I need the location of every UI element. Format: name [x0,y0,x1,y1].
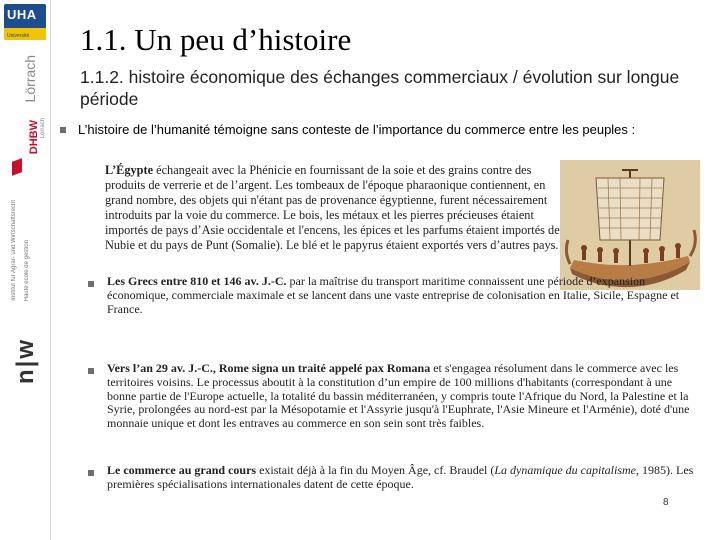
intro-bullet-icon [60,127,66,133]
middle-ages-bullet-icon [88,470,94,476]
swiss-logo-mark [12,158,22,176]
uha-logo [4,4,46,40]
institute-label-1: Institut für Agrar- und Wirtschaftsrecht [11,200,17,301]
middle-ages-text-2: , 1985). Les premières spécialisations internationales datent de cette époque. [107,463,694,491]
rome-bullet-icon [88,368,94,374]
dhbw-logo-sub: Lörrach [40,118,46,139]
uha-logo-subtitle: Université [7,33,30,39]
greeks-item [107,275,702,316]
egyptian-ship-image [560,160,700,290]
dhbw-logo: DHBW [28,120,40,155]
greeks-bullet-icon [88,281,94,287]
sidebar-divider [50,0,51,540]
greeks-lead: Les Grecs entre 810 et 146 av. J.-C. [107,274,287,288]
slide-title: 1.1. Un peu d’histoire [80,22,352,57]
middle-ages-lead: Le commerce au grand cours [107,463,257,477]
intro-text: L’histoire de l’humanité témoigne sans conteste de l’importance du commerce entre les peuples : [78,122,636,137]
page-number: 8 [663,497,669,508]
egypt-lead: L’Égypte [105,163,154,177]
rome-item [107,362,702,431]
slide-subtitle: 1.1.2. histoire économique des échanges commerciaux / évolution sur longue période [80,67,680,109]
logo-sidebar [0,0,52,540]
middle-ages-item [107,464,702,492]
greeks-text: par la maîtrise du transport maritime connaissent une période d’expansion économique, commerciale maximale et se lancent dans une vaste entreprise de colonisation en Italie, Sicile, Espagne et France. [107,274,680,316]
middle-ages-text-1: existait déjà à la fin du Moyen Âge, cf. Braudel ( [256,463,495,477]
rome-lead: Vers l’an 29 av. J.-C., Rome signa un traité appelé pax Romana [107,361,431,375]
rome-text: et s'engagea résolument dans le commerce avec les territoires voisins. Le processus aboutit à la constitution d’un empire de 100 millions d'habitants (correspondant à une bonne partie de l'Europe actuelle, la totalité du bassin méditerranéen, y compris toute l'Afrique du Nord, la Palestine et la Syrie, prolongées au nord-est par la Mésopotamie et l'Assyrie jusqu'à l'Euphrate, l'Asie Mineure et l'Arménie), doté d'une monnaie unique et dont les entraves au commerce en son sein sont très faibles. [107,361,690,431]
uha-logo-text: UHA [7,7,37,22]
braudel-book-title: La dynamique du capitalisme [494,463,637,477]
egypt-paragraph [105,163,567,254]
institute-label-2: Haute école de gestion [24,240,30,302]
nw-logo: n|w [12,338,39,385]
egypt-text: échangeait avec la Phénicie en fournissant de la soie et des grains contre des produits de verrerie et de l’argent. Les tombeaux de l'époque pharaonique contiennent, en grand nombre, des objets qui n'étant pas de provenance égyptienne, furent nécessairement introduits par la voie du commerce. Le bois, les métaux et les pierres précieuses étaient importés de pays d’Asie occidentale et l'encens, les épices et les parfums étaient importés de Nubie et du pays de Punt (Somalie). Le blé et le papyrus étaient exportés vers d’autres pays. [105,163,560,253]
lorrach-label: Lörrach [22,55,38,103]
